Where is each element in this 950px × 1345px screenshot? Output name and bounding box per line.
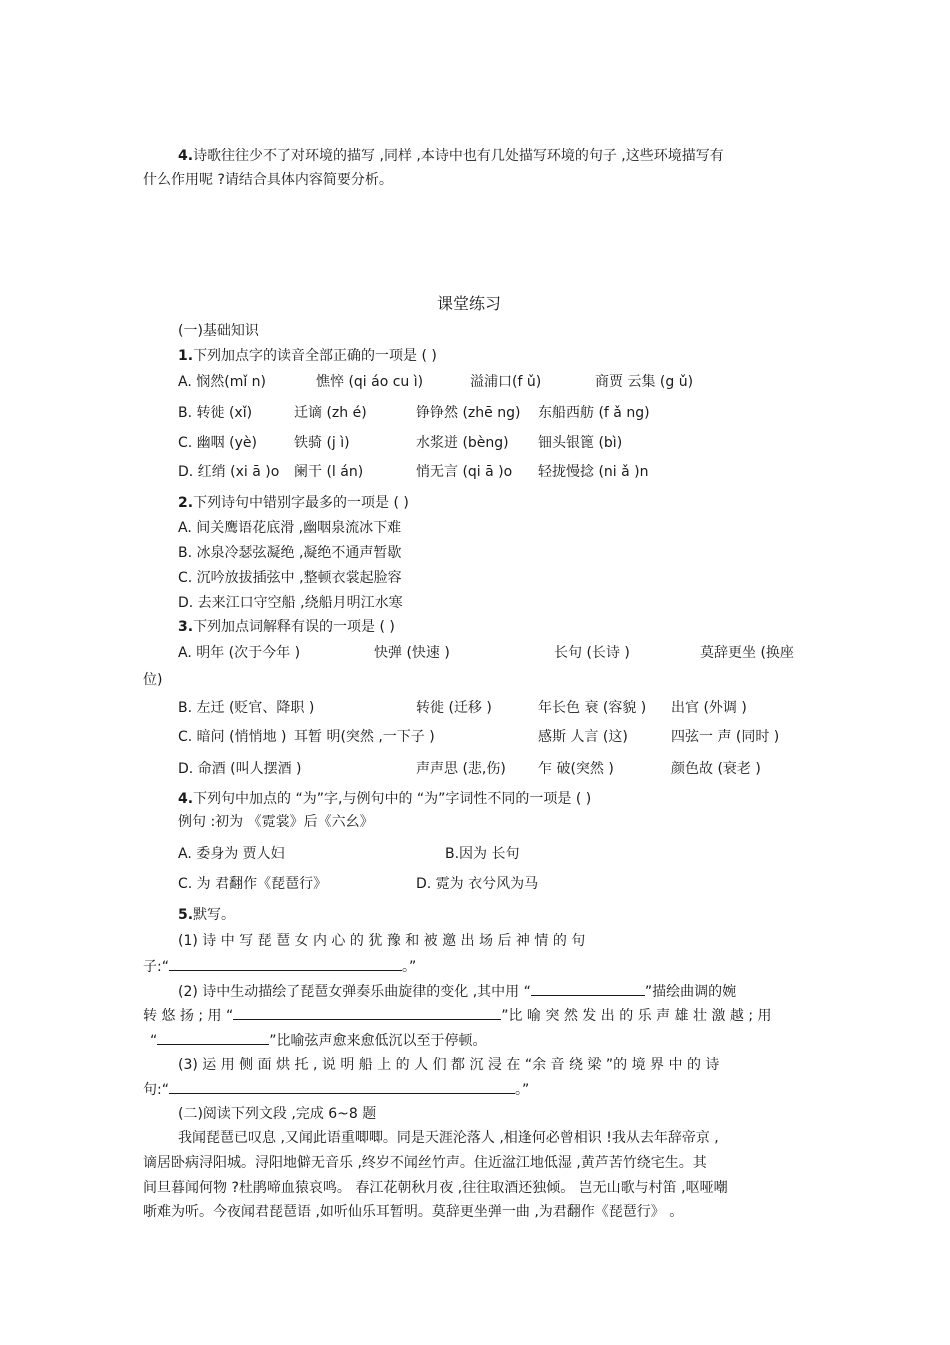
q2-option-a: A. 间关鹰语花底滑 ,幽咽泉流冰下难: [178, 520, 402, 536]
q5-sub2-text-c: 转 悠 扬 ; 用 “: [143, 1008, 234, 1024]
q1-option-a-1: A. 悯然(mǐ n): [178, 374, 267, 390]
question-number: 4.: [178, 148, 194, 164]
q5-sub1-prefix: 子:“: [143, 959, 169, 975]
q5-sub2-text-e: “: [150, 1033, 158, 1049]
q4-stem: [178, 790, 591, 808]
section-title: 课堂练习: [437, 294, 502, 313]
q3-option-a-3: 长句 (长诗 ): [554, 645, 630, 661]
q3-option-a-2: 快弹 (快速 ): [374, 645, 450, 661]
q4-number: 4.: [178, 791, 194, 807]
q3-option-b-1: B. 左迁 (贬官、降职 ): [178, 700, 315, 716]
q3-option-a-1: A. 明年 (次于今年 ): [178, 645, 301, 661]
q4-example: 例句 :初为 《霓裳》后《六幺》: [178, 814, 374, 830]
q5-sub1-suffix: 。”: [401, 959, 417, 975]
q5-sub2-blank-2[interactable]: [233, 1005, 501, 1020]
q5-sub2-line1: [178, 981, 736, 1001]
part2-heading: (二)阅读下列文段 ,完成 6~8 题: [178, 1106, 377, 1122]
q4-option-b: B.因为 长句: [445, 846, 520, 862]
q4-option-c: C. 为 君翻作《琵琶行》: [178, 876, 328, 892]
q3-number: 3.: [178, 619, 194, 635]
q3-option-b-3: 年长色 衰 (容貌 ): [538, 700, 647, 716]
passage-line-1: 我闻琵琶已叹息 ,又闻此语重唧唧。同是天涯沦落人 ,相逢何必曾相识 !我从去年辞帝京 ,: [178, 1130, 719, 1146]
q4-option-a: A. 委身为 贾人妇: [178, 846, 285, 862]
passage-line-2: 谪居卧病浔阳城。浔阳地僻无音乐 ,终岁不闻丝竹声。住近湓江地低湿 ,黄芦苦竹绕宅生。其: [143, 1155, 707, 1171]
q5-sub3-line2: [143, 1079, 529, 1099]
q3-option-b-2: 转徙 (迁移 ): [416, 700, 492, 716]
question-text: 诗歌往往少不了对环境的描写 ,同样 ,本诗中也有几处描写环境的句子 ,这些环境描写有: [193, 148, 724, 164]
q3-option-c-4: 四弦一 声 (同时 ): [671, 729, 780, 745]
q2-option-b: B. 冰泉冷瑟弦凝绝 ,凝绝不通声暂歇: [178, 545, 402, 561]
q1-stem: [178, 347, 437, 365]
q3-option-c-2: 耳暂 明(突然 ,一下子 ): [294, 729, 435, 745]
q5-sub3-prefix: 句:“: [143, 1082, 169, 1098]
q5-sub2-line2: [143, 1005, 772, 1025]
q3-option-c-3: 感斯 人言 (这): [538, 729, 628, 745]
q1-option-b-3: 铮铮然 (zhē ng): [416, 405, 521, 421]
q3-option-d-1: D. 命酒 (叫人摆酒 ): [178, 761, 302, 777]
q5-sub2-blank-1[interactable]: [531, 981, 645, 996]
q5-sub2-text-b: ”描绘曲调的婉: [644, 984, 737, 1000]
q3-option-b-4: 出官 (外调 ): [671, 700, 747, 716]
q1-option-b-4: 东船西舫 (f ǎ ng): [538, 405, 650, 421]
q1-number: 1.: [178, 348, 194, 364]
q1-option-c-2: 铁骑 (j ì): [294, 435, 350, 451]
part1-heading: (一)基础知识: [178, 323, 259, 339]
question-4-line-2: 什么作用呢 ?请结合具体内容简要分析。: [143, 172, 393, 188]
passage-line-3: 间旦暮闻何物 ?杜鹃啼血猿哀鸣。 春江花朝秋月夜 ,往往取酒还独倾。 岂无山歌与村笛 ,呕哑嘲: [143, 1180, 728, 1196]
q1-option-c-1: C. 幽咽 (yè): [178, 435, 257, 451]
q1-option-d-2: 阑干 (l án): [294, 464, 364, 480]
passage-line-4: 哳难为听。今夜闻君琵琶语 ,如听仙乐耳暂明。莫辞更坐弹一曲 ,为君翻作《琵琶行》 。: [143, 1204, 684, 1220]
q5-sub2-text-f: ”比喻弦声愈来愈低沉以至于停顿。: [269, 1033, 487, 1049]
q1-option-c-4: 钿头银篦 (bì): [538, 435, 623, 451]
q5-number: 5.: [178, 907, 194, 923]
question-4-line-1: [178, 147, 724, 165]
q5-stem: [178, 906, 235, 924]
q3-text: 下列加点词解释有误的一项是 ( ): [193, 619, 395, 635]
q5-sub3-suffix: 。”: [514, 1082, 530, 1098]
q5-sub1-blank[interactable]: [169, 956, 402, 971]
q3-option-a-4: 莫辞更坐 (换座: [700, 645, 794, 661]
q5-sub2-text-a: (2) 诗中生动描绘了琵琶女弹奏乐曲旋律的变化 ,其中用 “: [178, 984, 531, 1000]
q4-text: 下列句中加点的 “为”字,与例句中的 “为”字词性不同的一项是 ( ): [193, 791, 592, 807]
q5-sub2-blank-3[interactable]: [157, 1030, 269, 1045]
q2-option-c: C. 沉吟放拔插弦中 ,整顿衣裳起脸容: [178, 570, 402, 586]
q5-text: 默写。: [193, 907, 236, 923]
q3-stem: [178, 618, 395, 636]
q1-option-a-4: 商贾 云集 (g ǔ): [595, 374, 694, 390]
q5-sub3-blank[interactable]: [169, 1079, 515, 1094]
q3-option-a-wrap: 位): [143, 672, 163, 688]
q1-option-a-3: 溢浦口(f ǔ): [470, 374, 542, 390]
q1-text: 下列加点字的读音全部正确的一项是 ( ): [193, 348, 437, 364]
q1-option-a-2: 憔悴 (qi áo cu ì): [316, 374, 424, 390]
q3-option-d-3: 乍 破(突然 ): [538, 761, 614, 777]
q1-option-b-2: 迁谪 (zh é): [294, 405, 367, 421]
q2-stem: [178, 494, 409, 512]
q1-option-c-3: 水浆迸 (bèng): [416, 435, 509, 451]
q2-option-d: D. 去来江口守空船 ,绕船月明江水寒: [178, 595, 403, 611]
q5-sub1-line2: [143, 956, 416, 976]
q5-sub2-line3: [150, 1030, 487, 1050]
q5-sub3-line1: (3) 运 用 侧 面 烘 托 , 说 明 船 上 的 人 们 都 沉 浸 在 “余 音 绕 梁 ”的 境 界 中 的 诗: [178, 1057, 720, 1073]
q3-option-c-1: C. 暗问 (悄悄地 ): [178, 729, 287, 745]
q4-option-d: D. 霓为 衣兮风为马: [416, 876, 539, 892]
q2-number: 2.: [178, 495, 194, 511]
q5-sub2-text-d: ”比 喻 突 然 发 出 的 乐 声 雄 壮 激 越 ; 用: [501, 1008, 772, 1024]
q1-option-d-1: D. 红绡 (xi ā )o: [178, 464, 280, 480]
q5-sub1-line1: (1) 诗 中 写 琵 琶 女 内 心 的 犹 豫 和 被 邀 出 场 后 神 情 的 句: [178, 933, 586, 949]
q1-option-d-4: 轻拢慢捻 (ni ǎ )n: [538, 464, 649, 480]
q1-option-d-3: 悄无言 (qi ā )o: [416, 464, 513, 480]
q3-option-d-2: 声声思 (悲,伤): [416, 761, 506, 777]
q3-option-d-4: 颜色故 (衰老 ): [671, 761, 761, 777]
q2-text: 下列诗句中错别字最多的一项是 ( ): [193, 495, 409, 511]
q1-option-b-1: B. 转徙 (xǐ): [178, 405, 253, 421]
